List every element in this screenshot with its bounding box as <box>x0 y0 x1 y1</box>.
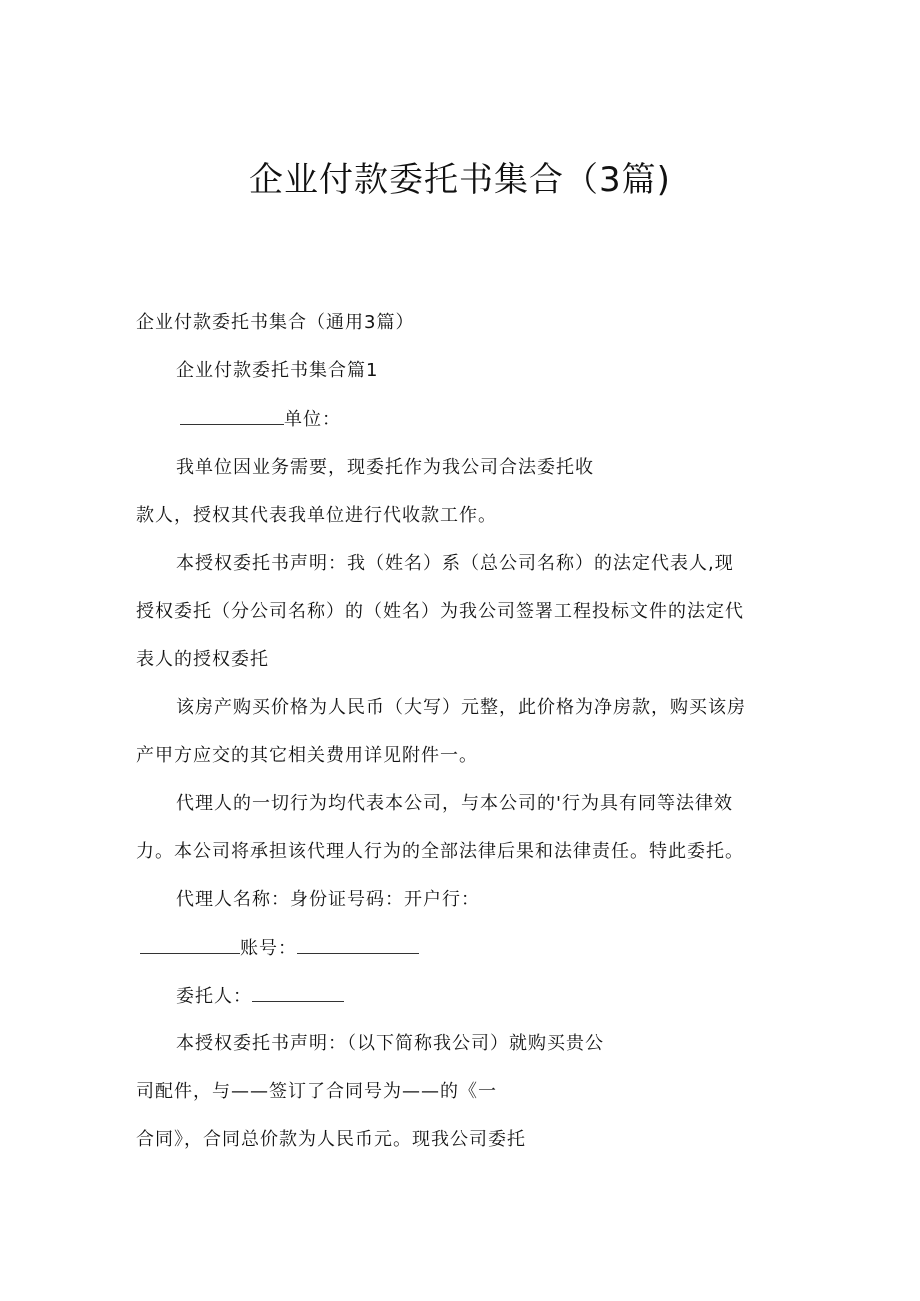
paragraph-line: 我单位因业务需要，现委托作为我公司合法委托收 <box>176 457 594 478</box>
paragraph-line: 代理人的一切行为均代表本公司，与本公司的'行为具有同等法律效 <box>176 793 733 814</box>
account-line <box>140 935 419 962</box>
account-label: 账号： <box>240 938 297 959</box>
paragraph-line: 产甲方应交的其它相关费用详见附件一。 <box>136 745 478 766</box>
unit-line <box>180 406 341 433</box>
document-subtitle: 企业付款委托书集合（通用3篇） <box>136 312 415 333</box>
paragraph-line: 款人，授权其代表我单位进行代收款工作。 <box>136 505 497 526</box>
document-title: 企业付款委托书集合（3篇) <box>249 160 671 200</box>
agent-line: 代理人名称：身份证号码：开户行： <box>176 889 480 910</box>
account-blank <box>297 935 419 954</box>
paragraph-line: 合同》，合同总价款为人民币元。现我公司委托 <box>136 1129 526 1150</box>
entrust-blank <box>252 983 344 1002</box>
paragraph-line: 授权委托（分公司名称）的（姓名）为我公司签署工程投标文件的法定代 <box>136 601 744 622</box>
unit-label: 单位： <box>284 409 341 430</box>
paragraph-line: 本授权委托书声明：（以下简称我公司）就购买贵公 <box>176 1033 604 1054</box>
paragraph-line: 该房产购买价格为人民币（大写）元整，此价格为净房款，购买该房 <box>176 697 746 718</box>
entrust-line <box>176 983 344 1010</box>
unit-blank <box>180 406 284 425</box>
paragraph-line: 力。本公司将承担该代理人行为的全部法律后果和法律责任。特此委托。 <box>136 841 744 862</box>
entrust-label: 委托人： <box>176 986 252 1007</box>
paragraph-line: 表人的授权委托 <box>136 649 269 670</box>
paragraph-line: 司配件，与——签订了合同号为——的《一 <box>136 1081 497 1102</box>
section-heading: 企业付款委托书集合篇1 <box>176 360 379 381</box>
paragraph-line: 本授权委托书声明：我（姓名）系（总公司名称）的法定代表人,现 <box>176 553 734 574</box>
agent-blank <box>140 935 240 954</box>
